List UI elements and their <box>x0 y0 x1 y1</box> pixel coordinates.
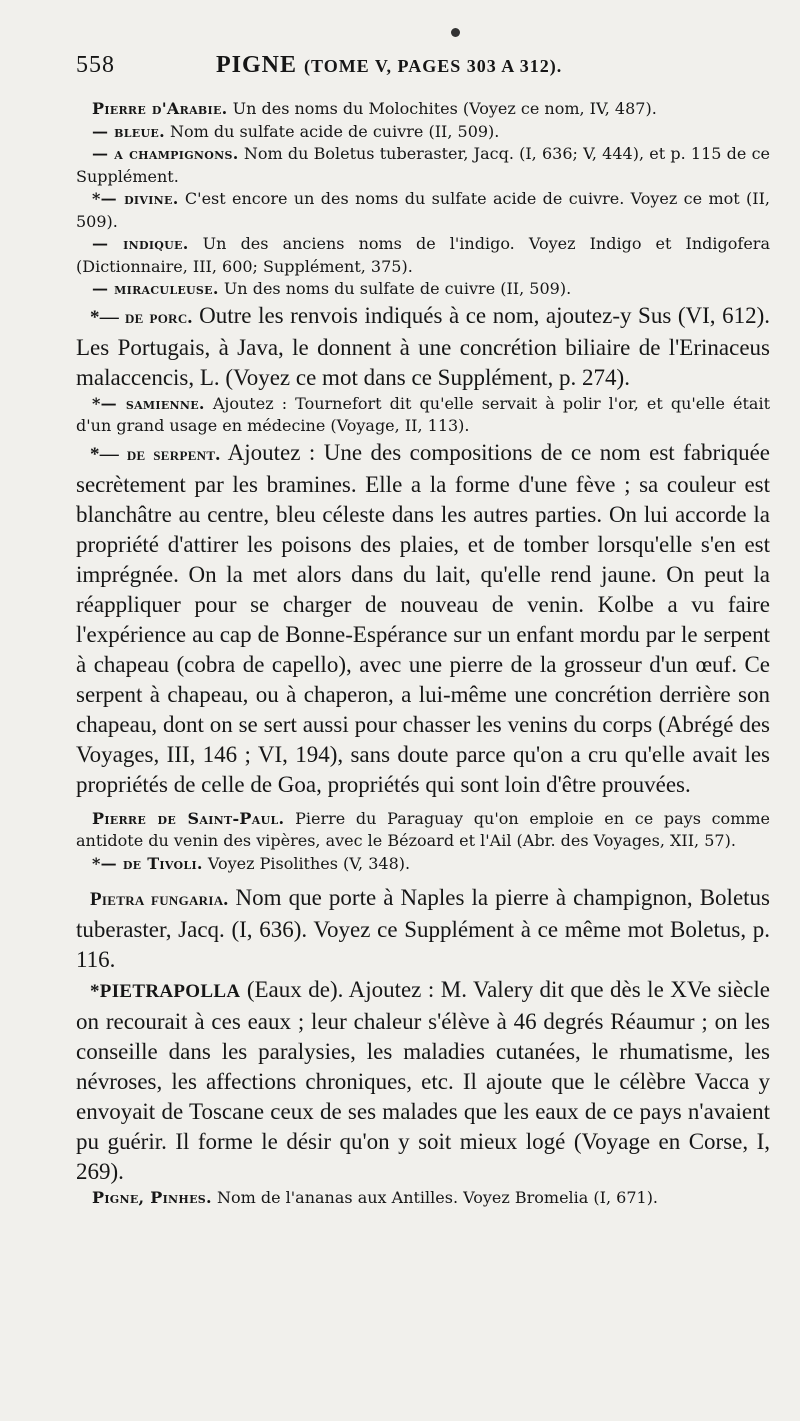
entry-tivoli <box>76 853 770 876</box>
entry-pierre-arabie <box>76 98 770 121</box>
entry-text: Outre les renvois indiqués à ce nom, ajoutez-y Sus (VI, 612). Les Portugais, à Java, le donnent à une concrétion biliaire de l'Erinaceus malaccencis, L. (Voyez ce mot dans ce Supplément, p. 274). <box>76 302 770 390</box>
entries <box>76 98 770 1210</box>
entry-head: Pietra fungaria. <box>90 889 229 910</box>
entry-text: Pierre du Paraguay qu'on emploie en ce pays comme antidote du venin des vipères, avec le Bézoard et l'Ail (Abr. des Voyages, XII, 57). <box>76 808 771 850</box>
entry-head: *— de serpent. <box>90 443 221 465</box>
entry-de-serpent <box>76 438 770 800</box>
entry-text: Un des anciens noms de l'indigo. Voyez Indigo et Indigofera (Dictionnaire, III, 600; Supplément, 375). <box>76 234 770 276</box>
entry-text: Ajoutez : Une des compositions de ce nom est fabriquée secrètement par les bramines. Elle a la forme d'une fève ; sa couleur est blanchâtre au centre, bleu céleste dans les autres parties. On lui accorde la propriété d'attirer les poisons des plaies, et de tomber lorsqu'elle s'en est imprégnée. On la met alors dans du lait, qu'elle rend jaune. On peut la réappliquer pour se charger de nouveau de venin. Kolbe a vu faire l'expérience au cap de Bonne-Espérance sur un enfant mordu par le serpent à chapeau (cobra de capello), avec une pierre de la grosseur d'un œuf. Ce serpent à chapeau, ou à chaperon, a lui-même une concrétion derrière son chapeau, dont on se sert aussi pour chasser les venins du corps (Abrégé des Voyages, III, 146 ; VI, 194), sans doute parce qu'on a cru qu'elle avait les propriétés de celle de Goa, propriétés qui sont loin d'être prouvées. <box>76 439 770 797</box>
entry-text: C'est encore un des noms du sulfate acide de cuivre. Voyez ce mot (II, 509). <box>76 189 771 231</box>
entry-head: Pigne, Pinhes. <box>92 1188 212 1207</box>
title-paren: (TOME V, PAGES 303 A 312). <box>304 56 563 76</box>
entry-text: (Eaux de). Ajoutez : M. Valery dit que dès le XVe siècle on recourait à ces eaux ; leur chaleur s'élève à 46 degrés Réaumur ; on les conseille dans les paralysies, les maladies cutanées, le rhumatisme, les névroses, les affections chroniques, etc. Il ajoute que le célèbre Vacca y envoyait de Toscane ceux de ses malades que les eaux de ce pays n'avaient pu guérir. Il forme le désir qu'on y soit mieux logé (Voyage en Corse, I, 269). <box>76 977 770 1184</box>
page-title <box>216 52 562 79</box>
entry-text: Nom de l'ananas aux Antilles. Voyez Bromelia (I, 671). <box>211 1188 659 1207</box>
entry-text: Nom du Boletus tuberaster, Jacq. (I, 636; V, 444), et p. 115 de ce Supplément. <box>76 144 770 186</box>
entry-head: *— de porc. <box>90 306 193 328</box>
title-main: PIGNE <box>216 52 298 78</box>
entry-head: — a champignons. <box>92 144 239 163</box>
entry-saint-paul <box>76 808 770 853</box>
entry-text: Un des noms du Molochites (Voyez ce nom, IV, 487). <box>227 99 657 118</box>
entry-pietrapolla <box>76 975 770 1187</box>
entry-bleue <box>76 121 770 144</box>
entry-indique <box>76 233 770 278</box>
entry-head: *PIETRAPOLLA <box>90 981 241 1002</box>
entry-head: *— de Tivoli. <box>92 853 203 873</box>
entry-samienne <box>76 393 770 438</box>
entry-de-porc <box>76 301 770 393</box>
entry-head: — indique. <box>92 234 189 253</box>
entry-pietra-fungaria <box>76 883 770 975</box>
entry-text: Voyez Pisolithes (V, 348). <box>202 853 411 873</box>
entry-pigne <box>76 1187 770 1210</box>
entry-text: Un des noms du sulfate de cuivre (II, 509). <box>218 279 572 298</box>
page-header <box>76 52 770 94</box>
entry-divine <box>76 188 770 233</box>
entry-text: Nom que porte à Naples la pierre à champignon, Boletus tuberaster, Jacq. (I, 636). Voyez ce Supplément à ce même mot Boletus, p. 116. <box>76 885 770 972</box>
entry-head: — bleue. <box>92 121 165 141</box>
entry-champignons <box>76 143 770 188</box>
entry-text: Ajoutez : Tournefort dit qu'elle servait à polir l'or, et qu'elle était d'un grand usage en médecine (Voyage, II, 113). <box>76 393 770 435</box>
entry-head: Pierre de Saint-Paul. <box>92 808 285 828</box>
entry-head: Pierre d'Arabie. <box>92 99 228 118</box>
entry-head: *— divine. <box>92 189 179 208</box>
entry-head: *— samienne. <box>92 393 205 413</box>
entry-head: — miraculeuse. <box>92 279 219 298</box>
entry-miraculeuse <box>76 278 770 301</box>
entry-text: Nom du sulfate acide de cuivre (II, 509). <box>164 121 500 141</box>
page-number: 558 <box>76 52 115 78</box>
ink-dot <box>451 28 460 37</box>
